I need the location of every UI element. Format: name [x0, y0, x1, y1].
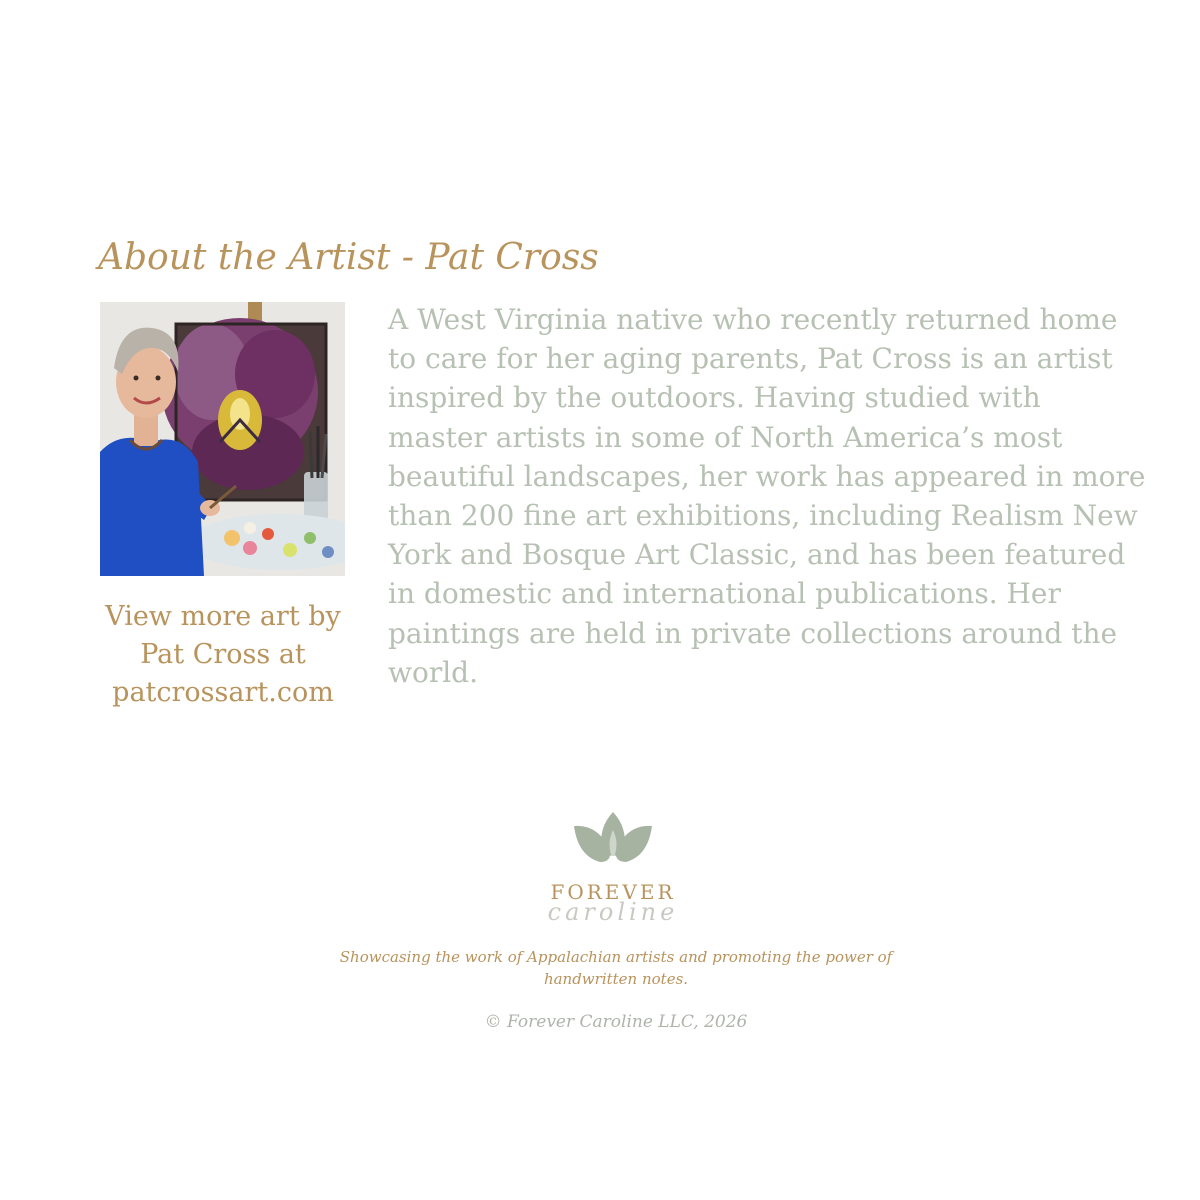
artist-website-link[interactable]: View more art by Pat Cross at patcrossart.com	[105, 601, 341, 708]
artist-photo	[100, 302, 345, 576]
brand-word: FOREVER	[550, 880, 676, 904]
lotus-icon	[570, 810, 656, 866]
brand-script: caroline	[547, 898, 679, 926]
copyright-notice: © Forever Caroline LLC, 2026	[484, 1012, 748, 1032]
tagline: Showcasing the work of Appalachian artists and promoting the power of handwritten notes.	[339, 948, 893, 988]
section-heading: About the Artist - Pat Cross	[98, 237, 599, 278]
artist-bio: A West Virginia native who recently returned home to care for her aging parents, Pat Cross is an artist inspired by the outdoors. Having studied with master artists in some of North America’s most beautiful landscapes, her work has appeared in more than 200 fine art exhibitions, including Realism New York and Bosque Art Classic, and has been featured in domestic and international publications. Her paintings are held in private collections around the world.	[388, 303, 1146, 689]
